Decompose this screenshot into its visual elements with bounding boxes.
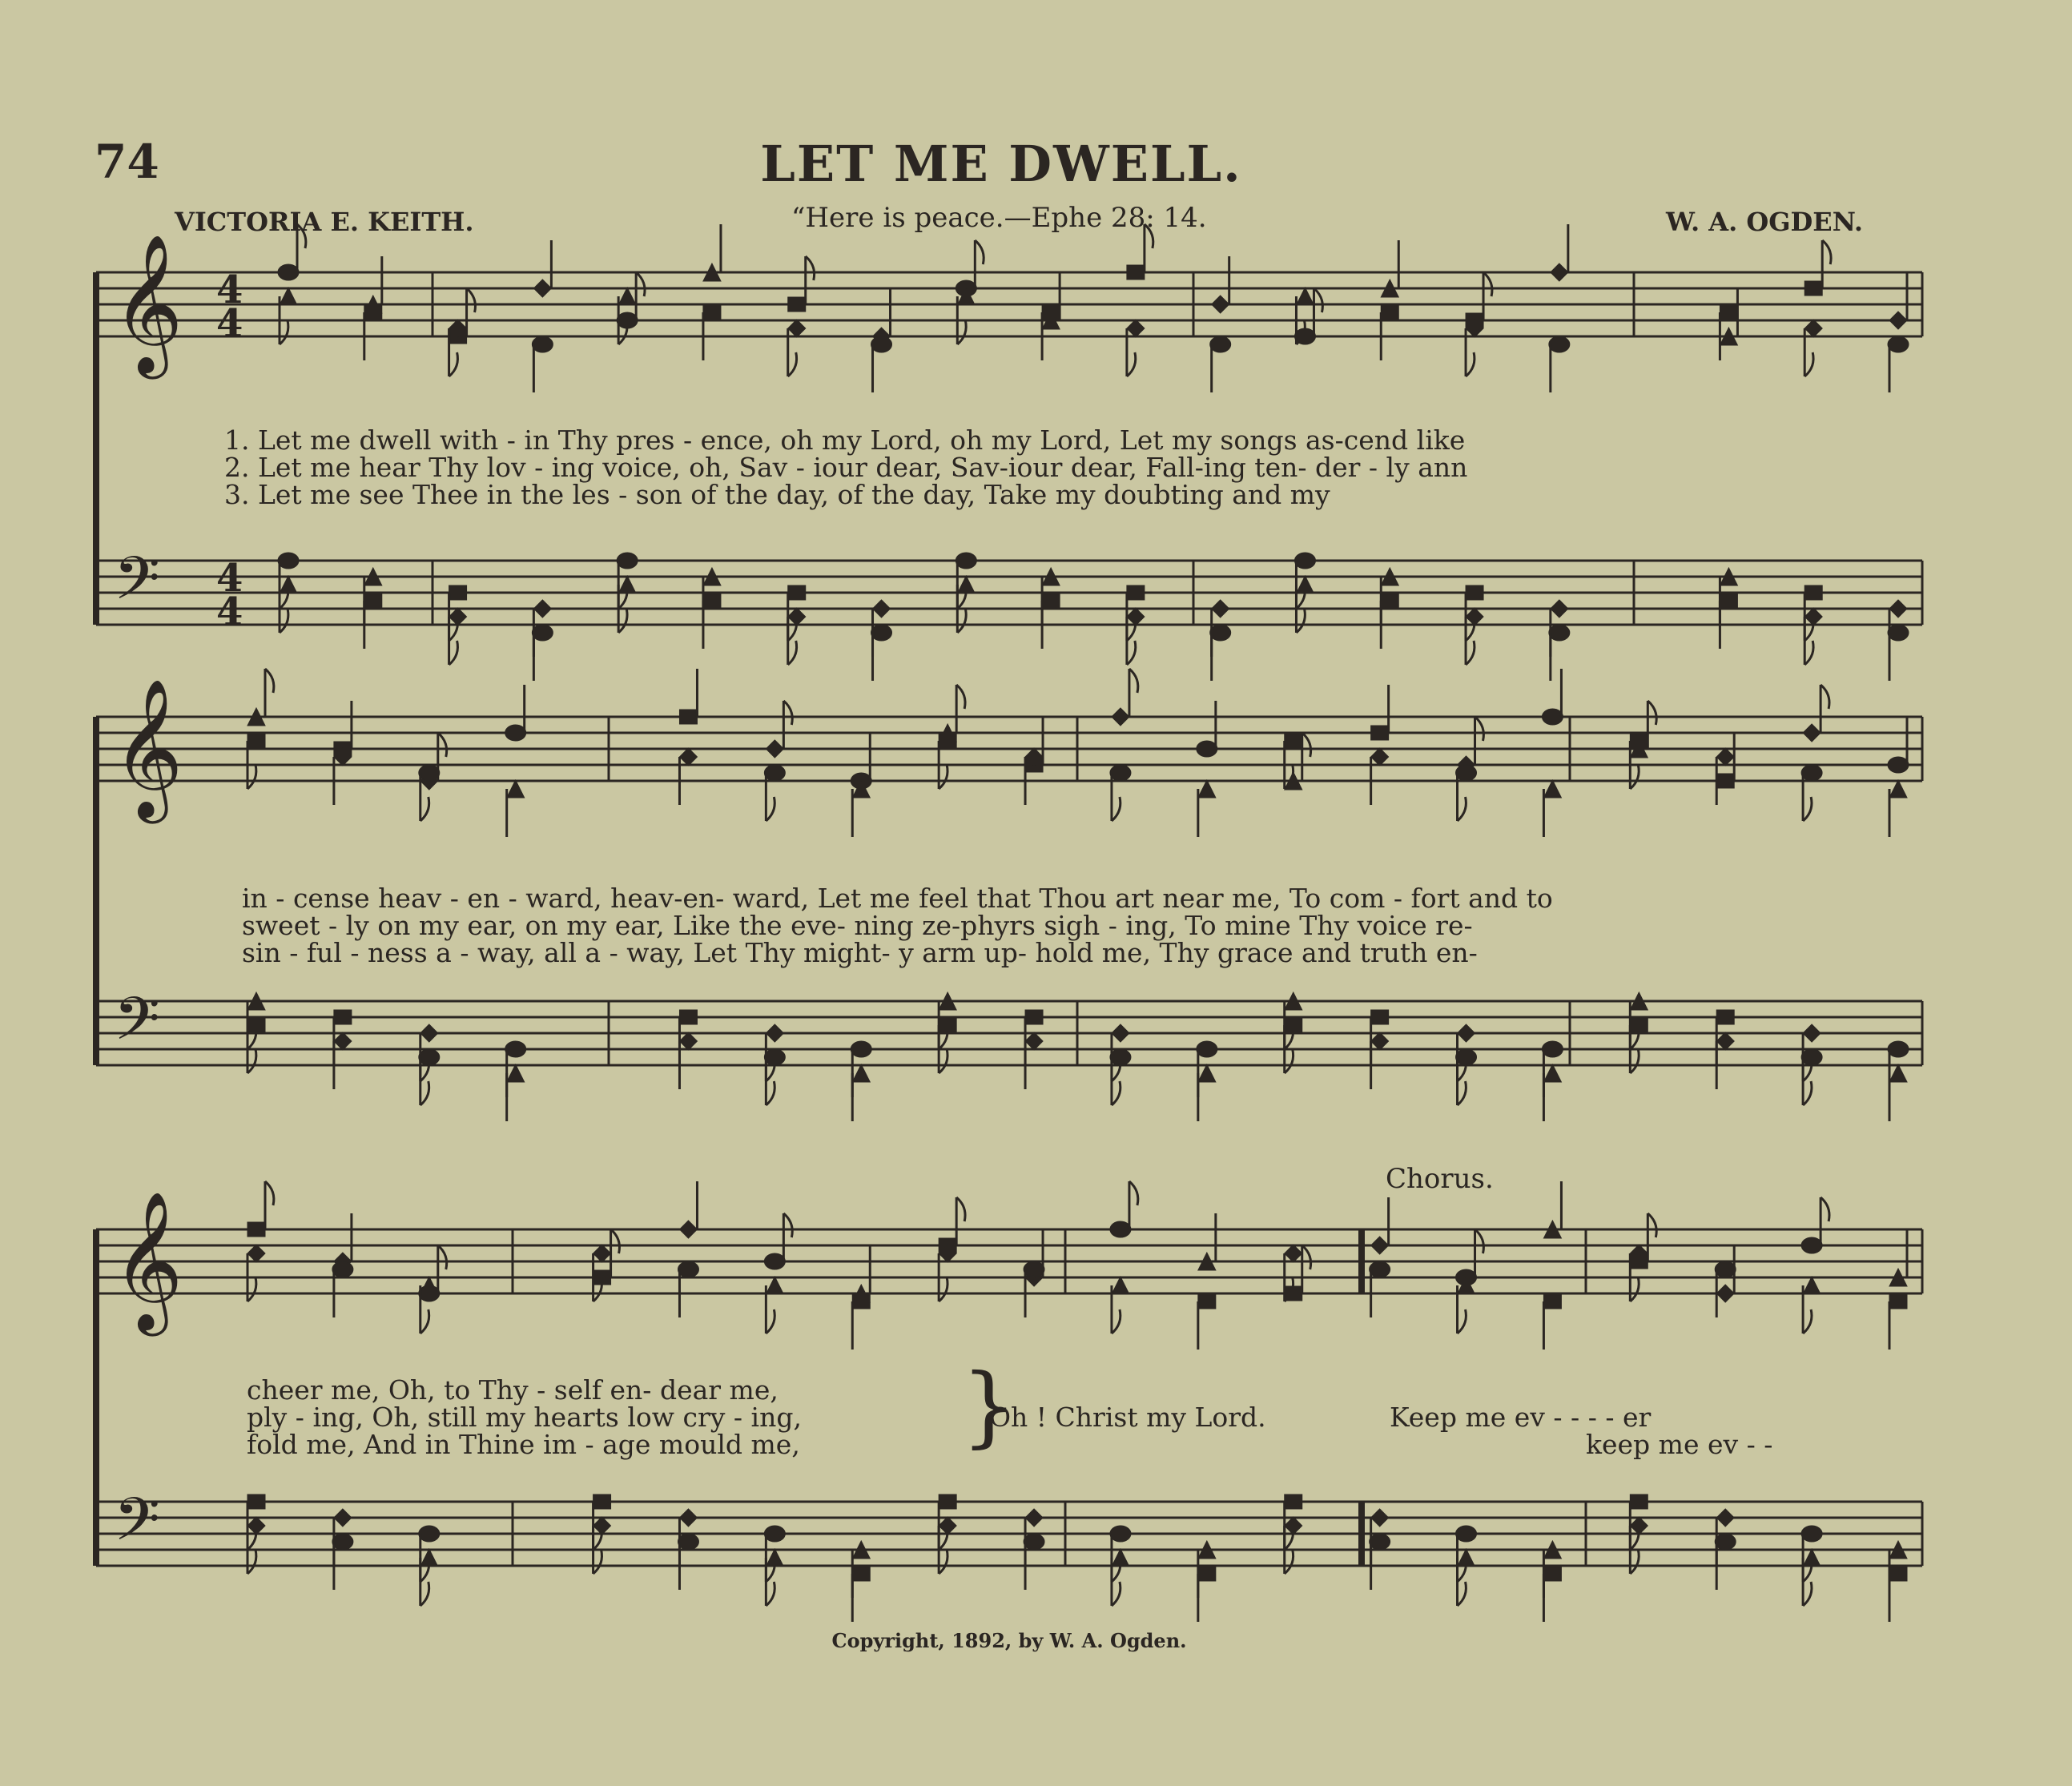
bass-clef: 𝄢 <box>114 984 160 1068</box>
note-flag <box>939 1049 947 1073</box>
notehead <box>764 1049 785 1065</box>
notehead <box>334 1509 352 1527</box>
note-flag <box>611 1229 620 1253</box>
notehead <box>532 625 553 641</box>
notehead <box>679 1032 697 1050</box>
notehead <box>766 1549 783 1567</box>
notehead <box>939 1018 956 1032</box>
treble-clef: 𝄞 <box>112 1191 183 1330</box>
lyrics-line: 1. Let me dwell with - in Thy pres - ence, oh my Lord, oh my Lord, Let my songs as-cend like <box>224 424 1466 456</box>
notehead <box>1024 1261 1044 1277</box>
scripture-epigraph: “Here is peace.—Ephe 28: 14. <box>791 202 1207 234</box>
note-flag <box>939 765 947 789</box>
note-flag <box>1127 641 1136 665</box>
notehead <box>1025 1509 1043 1527</box>
notehead <box>334 1032 352 1050</box>
note-flag <box>247 1277 256 1301</box>
notehead <box>1804 281 1822 296</box>
notehead <box>1370 1261 1390 1277</box>
notehead <box>1889 312 1907 329</box>
note-flag <box>939 1550 947 1574</box>
lyrics-line: sweet - ly on my ear, on my ear, Like the eve- ning ze-phyrs sigh - ing, To mine Thy voice re- <box>242 910 1473 941</box>
notehead <box>1466 608 1483 626</box>
notehead <box>1212 296 1229 313</box>
notehead <box>678 1534 698 1550</box>
note-flag <box>247 765 256 789</box>
notehead <box>957 576 975 593</box>
notehead <box>1716 1285 1734 1302</box>
note-flag <box>1803 1582 1812 1606</box>
note-flag <box>1804 641 1813 665</box>
notehead <box>1296 576 1314 593</box>
notehead <box>1716 774 1734 788</box>
note-flag <box>1466 352 1475 376</box>
notehead <box>1198 1567 1216 1581</box>
notehead <box>1716 748 1734 766</box>
note-flag <box>957 609 966 633</box>
notehead <box>1112 708 1129 726</box>
note-flag <box>1475 717 1484 741</box>
notehead <box>1285 734 1302 748</box>
notehead <box>247 1517 265 1535</box>
notehead <box>617 553 638 569</box>
note-flag <box>1630 1049 1639 1073</box>
notehead <box>852 1294 870 1309</box>
note-flag <box>939 1277 947 1301</box>
bass-clef: 𝄢 <box>114 544 160 628</box>
notehead <box>766 1024 783 1042</box>
notehead <box>764 1526 785 1542</box>
notehead <box>871 625 892 641</box>
notehead <box>1456 1526 1477 1542</box>
note-flag <box>1129 1181 1138 1205</box>
notehead <box>1630 1018 1648 1032</box>
copyright-notice: Copyright, 1892, by W. A. Ogden. <box>831 1629 1187 1652</box>
note-flag <box>766 1081 774 1105</box>
lyrics-line: ply - ing, Oh, still my hearts low cry - ing, <box>247 1402 802 1433</box>
notehead <box>247 1018 265 1032</box>
notehead <box>507 1064 525 1082</box>
notehead <box>939 1494 956 1509</box>
lyrics-line: cheer me, Oh, to Thy - self en- dear me, <box>247 1374 779 1406</box>
treble-clef: 𝄞 <box>112 678 183 818</box>
notehead <box>1804 585 1822 600</box>
note-flag <box>420 797 429 821</box>
time-signature: 4 <box>216 556 243 601</box>
notehead <box>1803 1277 1821 1294</box>
notehead <box>1888 757 1909 773</box>
chorus-label: Chorus. <box>1386 1163 1494 1195</box>
notehead <box>679 748 697 766</box>
notehead <box>332 1534 353 1550</box>
note-flag <box>467 288 476 312</box>
notehead <box>956 553 976 569</box>
notehead <box>1804 320 1822 337</box>
notehead <box>788 608 806 626</box>
notehead <box>1720 305 1737 320</box>
notehead <box>1889 780 1907 798</box>
note-flag <box>1822 240 1831 264</box>
notehead <box>507 780 525 798</box>
notehead <box>1371 1509 1389 1527</box>
note-flag <box>1803 1081 1812 1105</box>
notehead <box>1025 1010 1043 1024</box>
notehead <box>1285 1494 1302 1509</box>
note-flag <box>449 352 458 376</box>
note-flag <box>1302 733 1311 757</box>
note-flag <box>1466 641 1475 665</box>
notehead <box>1803 1549 1821 1567</box>
note-flag <box>1630 1277 1639 1301</box>
notehead <box>1110 765 1131 781</box>
note-flag <box>1630 765 1639 789</box>
notehead <box>1630 1517 1648 1535</box>
note-flag <box>265 1181 274 1205</box>
note-flag <box>766 1582 774 1606</box>
notehead <box>593 1494 611 1509</box>
note-flag <box>1458 1081 1466 1105</box>
notehead <box>1801 765 1822 781</box>
lyrics-line: fold me, And in Thine im - age mould me, <box>247 1429 800 1460</box>
notehead <box>1198 1064 1216 1082</box>
notehead <box>1801 1049 1822 1065</box>
notehead <box>1549 336 1570 352</box>
note-flag <box>1127 352 1136 376</box>
note-flag <box>956 685 965 709</box>
notehead <box>420 1277 438 1294</box>
note-flag <box>1458 1582 1466 1606</box>
note-flag <box>788 352 797 376</box>
notehead <box>852 1567 870 1581</box>
note-flag <box>593 1550 602 1574</box>
notehead <box>1889 1064 1907 1082</box>
notehead <box>1210 625 1231 641</box>
notehead <box>278 553 299 569</box>
notehead <box>1198 1294 1216 1309</box>
notehead <box>1720 593 1737 608</box>
notehead <box>1801 1237 1822 1253</box>
note-flag <box>297 224 306 248</box>
notehead <box>1889 600 1907 617</box>
bass-clef: 𝄢 <box>114 1485 160 1569</box>
note-flag <box>280 609 288 633</box>
notehead <box>364 305 382 320</box>
note-flag <box>1803 1309 1812 1333</box>
notehead <box>1716 1010 1734 1024</box>
note-flag <box>265 669 274 693</box>
note-flag <box>420 1309 429 1333</box>
notehead <box>280 288 297 305</box>
notehead <box>1715 1261 1736 1277</box>
notehead <box>593 1517 611 1535</box>
notehead <box>1456 1049 1477 1065</box>
note-flag <box>1112 797 1120 821</box>
note-flag <box>1648 1213 1656 1237</box>
notehead <box>449 585 467 600</box>
time-signature: 4 <box>216 301 243 346</box>
notehead <box>852 1064 870 1082</box>
notehead <box>533 600 551 617</box>
hymn-title: LET ME DWELL. <box>760 135 1242 193</box>
notehead <box>1371 1237 1389 1254</box>
notehead <box>1889 1567 1907 1581</box>
note-flag <box>1803 797 1812 821</box>
note-flag <box>438 1245 447 1269</box>
notehead <box>1127 608 1145 626</box>
notehead <box>334 1010 352 1024</box>
notehead <box>1197 741 1217 757</box>
note-flag <box>247 1049 256 1073</box>
note-flag <box>420 1081 429 1105</box>
notehead <box>1210 336 1231 352</box>
lyricist-credit: VICTORIA E. KEITH. <box>175 207 474 237</box>
notehead <box>1889 1294 1907 1309</box>
note-flag <box>1285 1550 1293 1574</box>
notehead <box>1112 1277 1129 1294</box>
notehead <box>1543 1294 1561 1309</box>
note-flag <box>1458 797 1466 821</box>
notehead <box>1551 600 1568 617</box>
notehead <box>1024 1534 1044 1550</box>
notehead <box>1127 320 1145 337</box>
notehead <box>1371 726 1389 740</box>
notehead <box>1212 600 1229 617</box>
note-flag <box>975 240 984 264</box>
time-signature: 4 <box>216 267 243 312</box>
notehead <box>1803 1024 1821 1042</box>
note-flag <box>783 1213 792 1237</box>
notehead <box>679 1221 697 1238</box>
notehead <box>939 1517 956 1535</box>
notehead <box>764 765 785 781</box>
notehead <box>1127 265 1145 280</box>
note-flag <box>1630 1550 1639 1574</box>
notehead <box>1801 1526 1822 1542</box>
notehead <box>1630 1494 1648 1509</box>
notehead <box>871 336 892 352</box>
notehead <box>1803 724 1821 742</box>
note-flag <box>806 256 815 280</box>
notehead <box>1716 1032 1734 1050</box>
notehead <box>851 1041 871 1057</box>
notehead <box>1458 1549 1475 1567</box>
notehead <box>679 1509 697 1527</box>
notehead <box>873 600 891 617</box>
lyrics-line: 2. Let me hear Thy lov - ing voice, oh, Sav - iour dear, Sav-iour dear, Fall-ing ten- der - ly ann <box>224 452 1468 483</box>
notehead <box>420 1024 438 1042</box>
note-flag <box>783 701 792 725</box>
notehead <box>505 725 526 741</box>
note-flag <box>420 1582 429 1606</box>
notehead <box>1042 305 1060 320</box>
notehead <box>1542 1041 1563 1057</box>
notehead <box>788 585 806 600</box>
notehead <box>1127 585 1145 600</box>
note-flag <box>766 797 774 821</box>
note-flag <box>1302 1245 1311 1269</box>
notehead <box>1716 1509 1734 1527</box>
notehead <box>532 336 553 352</box>
notehead <box>247 1222 265 1237</box>
notehead <box>1110 1526 1131 1542</box>
note-flag <box>1285 1049 1293 1073</box>
note-flag <box>1821 1197 1829 1221</box>
page-number: 74 <box>95 135 159 189</box>
notehead <box>533 280 551 297</box>
notehead <box>1112 1024 1129 1042</box>
notehead <box>1285 1018 1302 1032</box>
notehead <box>1888 336 1909 352</box>
notehead <box>280 576 297 593</box>
notehead <box>247 1245 265 1262</box>
note-flag <box>1475 1229 1484 1253</box>
notehead <box>703 593 721 608</box>
notehead <box>618 288 636 305</box>
notehead <box>1112 1549 1129 1567</box>
note-flag <box>247 1550 256 1574</box>
time-signature: 4 <box>216 589 243 634</box>
notehead <box>1296 288 1314 305</box>
refrain-text: keep me ev - - <box>1586 1429 1773 1460</box>
notehead <box>678 1261 698 1277</box>
notehead <box>1551 263 1568 281</box>
note-flag <box>438 733 447 757</box>
note-flag <box>766 1309 774 1333</box>
note-flag <box>1483 272 1492 296</box>
composer-credit: W. A. OGDEN. <box>1666 207 1864 237</box>
verse-brace: } <box>961 1354 1017 1457</box>
notehead <box>788 297 806 312</box>
note-flag <box>1112 1582 1120 1606</box>
notehead <box>364 593 382 608</box>
note-flag <box>957 320 966 344</box>
refrain-text: Oh ! Christ my Lord. <box>989 1402 1266 1433</box>
notehead <box>1371 748 1389 766</box>
notehead <box>1285 1517 1302 1535</box>
note-flag <box>1648 701 1656 725</box>
notehead <box>332 1261 353 1277</box>
notehead <box>1543 1064 1561 1082</box>
notehead <box>766 1277 783 1294</box>
note-flag <box>1314 288 1322 312</box>
notehead <box>679 710 697 724</box>
notehead <box>1110 1049 1131 1065</box>
notehead <box>703 305 721 320</box>
notehead <box>788 320 806 337</box>
notehead <box>1110 1221 1131 1237</box>
notehead <box>939 734 956 748</box>
notehead <box>419 765 440 781</box>
notehead <box>1371 1032 1389 1050</box>
refrain-text: Keep me ev - - - - er <box>1390 1402 1652 1433</box>
note-flag <box>618 609 627 633</box>
notehead <box>1543 780 1561 798</box>
notehead <box>419 1526 440 1542</box>
note-flag <box>1804 352 1813 376</box>
lyrics-line: in - cense heav - en - ward, heav-en- ward, Let me feel that Thou art near me, To com - fort and to <box>242 883 1553 914</box>
notehead <box>1542 709 1563 725</box>
note-flag <box>449 641 458 665</box>
treble-clef: 𝄞 <box>112 234 183 373</box>
notehead <box>1888 1041 1909 1057</box>
notehead <box>1888 625 1909 641</box>
notehead <box>247 734 265 748</box>
notehead <box>1456 765 1477 781</box>
notehead <box>278 264 299 280</box>
notehead <box>1197 1041 1217 1057</box>
note-flag <box>1145 224 1153 248</box>
notehead <box>505 1041 526 1057</box>
notehead <box>1371 1010 1389 1024</box>
lyrics-line: 3. Let me see Thee in the les - son of the day, of the day, Take my doubting and my <box>224 479 1330 510</box>
notehead <box>1198 780 1216 798</box>
notehead <box>1381 305 1398 320</box>
notehead <box>1294 553 1315 569</box>
notehead <box>1025 1032 1043 1050</box>
notehead <box>1549 625 1570 641</box>
notehead <box>1042 593 1060 608</box>
notehead <box>419 1049 440 1065</box>
note-flag <box>1112 1081 1120 1105</box>
notehead <box>1715 1534 1736 1550</box>
note-flag <box>1112 1309 1120 1333</box>
note-flag <box>636 272 645 296</box>
notehead <box>618 576 636 593</box>
notehead <box>1630 734 1648 748</box>
notehead <box>1466 585 1483 600</box>
notehead <box>679 1010 697 1024</box>
notehead <box>1285 1245 1302 1262</box>
note-flag <box>1458 1309 1466 1333</box>
note-flag <box>1296 609 1305 633</box>
notehead <box>1458 1024 1475 1042</box>
note-flag <box>280 320 288 344</box>
note-flag <box>788 641 797 665</box>
notehead <box>764 1253 785 1269</box>
notehead <box>1370 1534 1390 1550</box>
notehead <box>247 1494 265 1509</box>
notehead <box>449 608 467 626</box>
notehead <box>1381 593 1398 608</box>
lyrics-line: sin - ful - ness a - way, all a - way, Let Thy might- y arm up- hold me, Thy grace and truth en- <box>242 937 1478 968</box>
notehead <box>1543 1567 1561 1581</box>
notehead <box>420 1549 438 1567</box>
notehead <box>766 740 783 758</box>
note-flag <box>1129 669 1138 693</box>
note-flag <box>1821 685 1829 709</box>
notehead <box>1804 608 1822 626</box>
notehead <box>593 1245 611 1262</box>
note-flag <box>956 1197 965 1221</box>
